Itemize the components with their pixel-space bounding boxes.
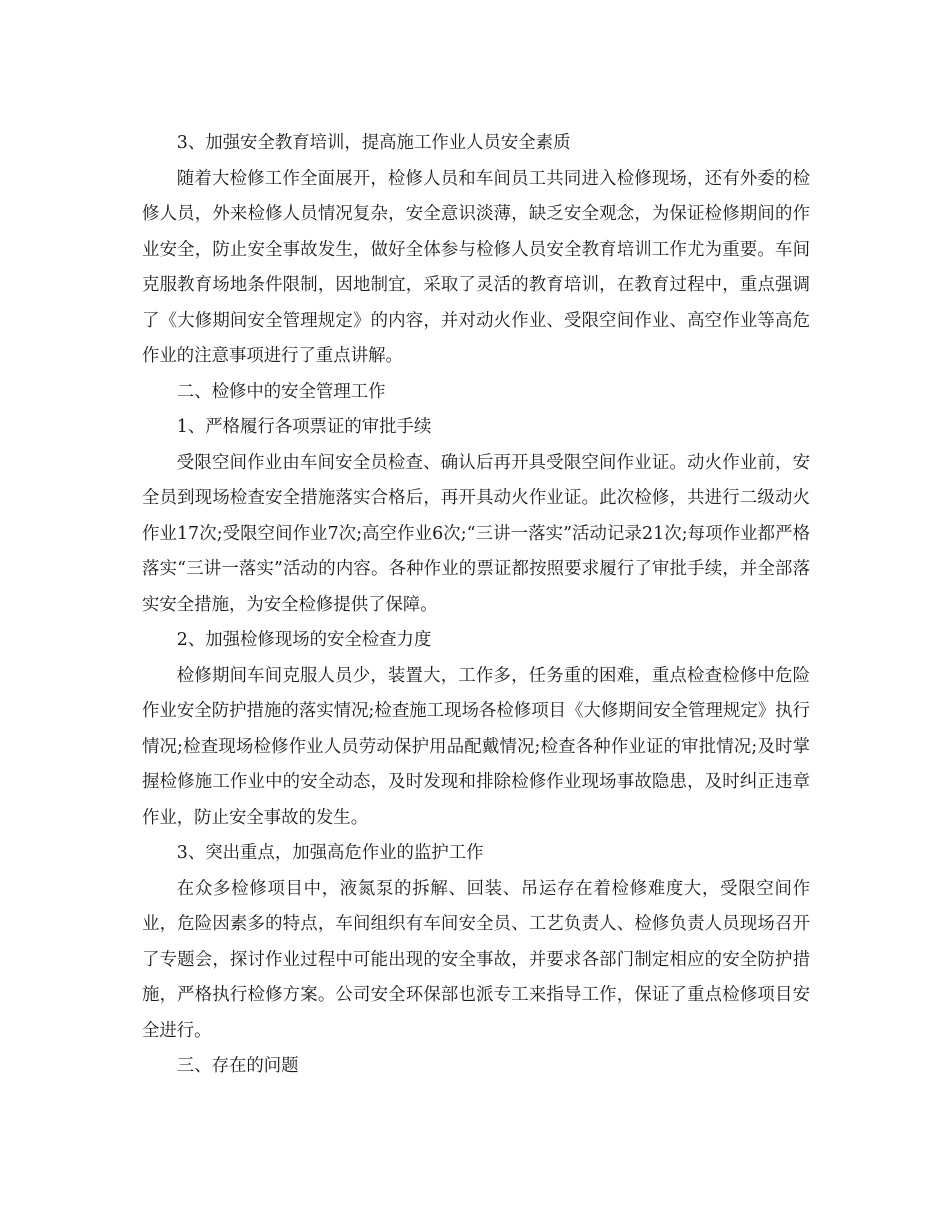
subheading-high-risk-supervision: 3、突出重点，加强高危作业的监护工作 <box>176 843 484 863</box>
subheading-site-inspection: 2、加强检修现场的安全检查力度 <box>176 630 432 650</box>
paragraph-site-inspection: 检修期间车间克服人员少，装置大，工作多，任务重的困难，重点检查检修中危险作业安全防护措施的落实情况;检查施工现场各检修项目《大修期间安全管理规定》执行情况;检查现场检修作业人员劳动保护用品配戴情况;检查各种作业证的审批情况;及时掌握检修施工作业中的安全动态，及时发现和排除检修作业现场事故隐患，及时纠正违章作业，防止安全事故的发生。 <box>142 665 810 828</box>
section-heading-safety-training: 3、加强安全教育培训，提高施工作业人员安全素质 <box>176 133 571 153</box>
subheading-permit-approval: 1、严格履行各项票证的审批手续 <box>176 417 432 437</box>
section-heading-maintenance-safety: 二、检修中的安全管理工作 <box>176 381 386 402</box>
section-heading-existing-problems: 三、存在的问题 <box>176 1056 299 1076</box>
paragraph-safety-training: 随着大检修工作全面展开，检修人员和车间员工共同进入检修现场，还有外委的检修人员，外来检修人员情况复杂，安全意识淡薄，缺乏安全观念，为保证检修期间的作业安全，防止安全事故发生，做好全体参与检修人员安全教育培训工作尤为重要。车间克服教育场地条件限制，因地制宜，采取了灵活的教育培训，在教育过程中，重点强调了《大修期间安全管理规定》的内容，并对动火作业、受限空间作业、高空作业等高危作业的注意事项进行了重点讲解。 <box>142 168 810 366</box>
document-body <box>142 126 810 1085</box>
paragraph-high-risk-supervision: 在众多检修项目中，液氮泵的拆解、回装、吊运存在着检修难度大，受限空间作业，危险因素多的特点，车间组织有车间安全员、工艺负责人、检修负责人员现场召开了专题会，探讨作业过程中可能出现的安全事故，并要求各部门制定相应的安全防护措施，严格执行检修方案。公司安全环保部也派专工来指导工作，保证了重点检修项目安全进行。 <box>142 878 810 1041</box>
paragraph-permit-approval: 受限空间作业由车间安全员检查、确认后再开具受限空间作业证。动火作业前，安全员到现场检查安全措施落实合格后，再开具动火作业证。此次检修，共进行二级动火作业17次;受限空间作业7次;高空作业6次;“三讲一落实”活动记录21次;每项作业都严格落实“三讲一落实”活动的内容。各种作业的票证都按照要求履行了审批手续，并全部落实安全措施，为安全检修提供了保障。 <box>142 452 810 615</box>
